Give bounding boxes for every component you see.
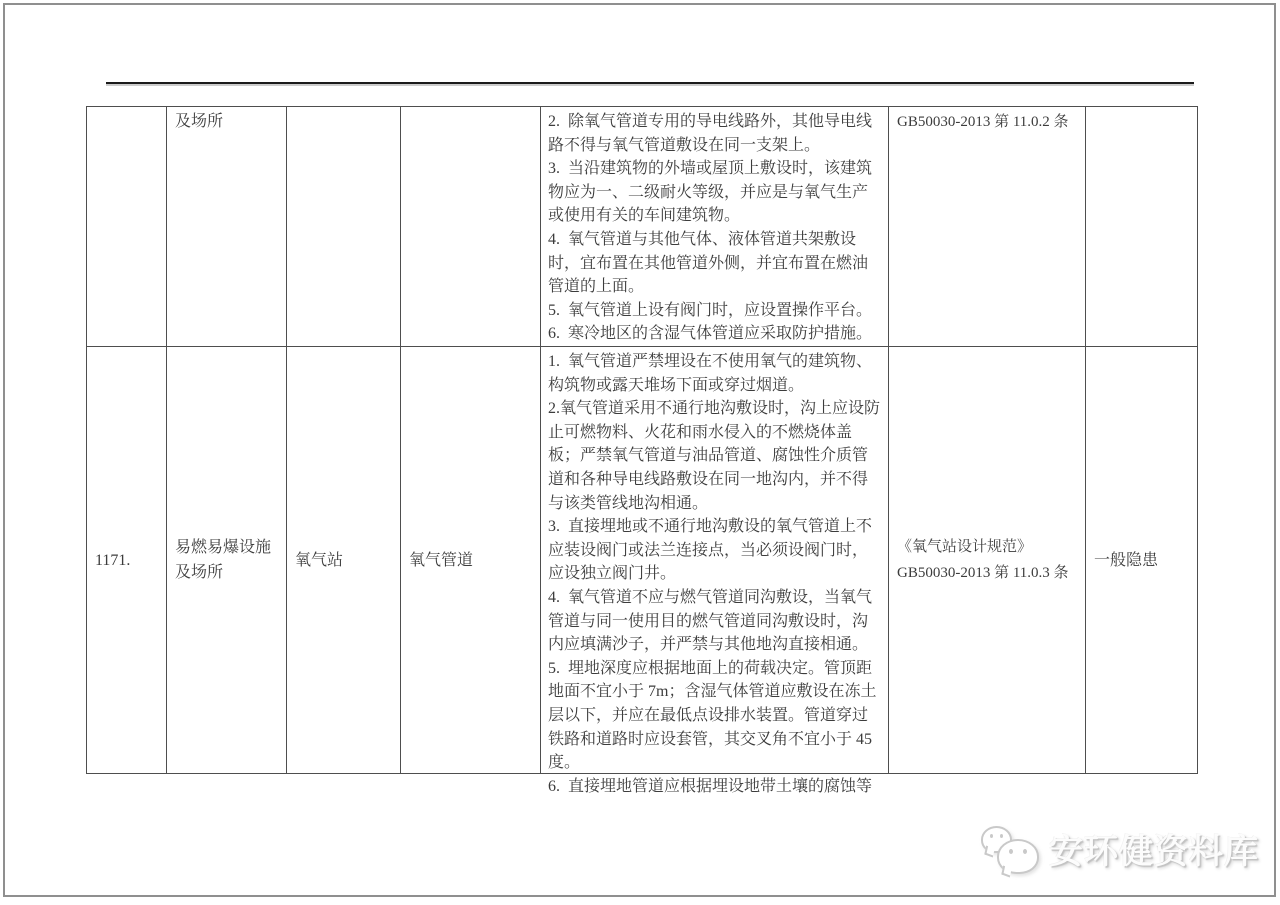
requirements-cell	[541, 347, 889, 795]
part-label: 氧气管道	[409, 551, 474, 569]
reference-cell	[889, 347, 1086, 774]
watermark	[975, 816, 1259, 880]
serial-number-cell	[87, 347, 167, 774]
header-divider-rule	[106, 82, 1194, 84]
wechat-bubble-small-tail	[984, 846, 994, 858]
station-label	[287, 225, 400, 228]
requirements-text: 2. 除氧气管道专用的导电线路外，其他导电线路不得与氧气管道敷设在同一支架上。 3. 当沿建筑物的外墙或屋顶上敷设时，该建筑物应为一、二级耐火等级，并应是与氧气生产或使用有关的车间建筑物。 4. 氧气管道与其他气体、液体管道共架敷设时，宜布置在其他管道外侧，并宜布置在燃油管道的上面。 5. 氧气管道上设有阀门时，应设置操作平台。 6. 寒冷地区的含湿气体管道应采取防护措施。	[548, 113, 873, 343]
table-row-continuation	[87, 107, 1198, 347]
wechat-bubble-big-tail	[1001, 866, 1011, 878]
hazard-checklist-table	[86, 106, 1198, 795]
reference-cell	[889, 107, 1086, 347]
status-label: 一般隐患	[1094, 551, 1159, 569]
status-cell	[1086, 107, 1198, 347]
requirements-text: 1. 氧气管道严禁埋设在不使用氧气的建筑物、构筑物或露天堆场下面或穿过烟道。 2.氧气管道采用不通行地沟敷设时，沟上应设防止可燃物料、火花和雨水侵入的不燃烧体盖板；严禁氧气管道与油品管道、腐蚀性介质管道和各种导电线路敷设在同一地沟内，并不得与该类管线地沟相通。 3. 直接埋地或不通行地沟敷设的氧气管道上不应装设阀门或法兰连接点，当必须设阀门时，应设独立阀门井。 4. 氧气管道不应与燃气管道同沟敷设，当氧气管道与同一使用目的燃气管道同沟敷设时，沟内应填满沙子，并严禁与其他地沟直接相通。 5. 埋地深度应根据地面上的荷载决定。管顶距地面不宜小于 7m；含湿气体管道应敷设在冻土层以下，并应在最低点设排水装置。管道穿过铁路和道路时应设套管，其交叉角不宜小于 45 度。 6. 直接埋地管道应根据埋设地带土壤的腐蚀等	[548, 353, 881, 795]
serial-number	[87, 225, 166, 228]
table-row-1171	[87, 347, 1198, 774]
station-cell	[287, 107, 401, 347]
serial-number-cell	[87, 107, 167, 347]
watermark-text: 安环健资料库	[1049, 832, 1259, 871]
reference-text: 《氧气站设计规范》 GB50030-2013 第 11.0.3 条	[897, 539, 1069, 581]
serial-number: 1171.	[95, 551, 131, 569]
category-cell	[167, 107, 287, 347]
part-cell	[401, 107, 541, 347]
requirements-cell	[541, 107, 889, 347]
wechat-icon	[975, 820, 1039, 876]
station-cell	[287, 347, 401, 774]
station-label: 氧气站	[295, 551, 344, 569]
status-cell	[1086, 347, 1198, 774]
reference-text: GB50030-2013 第 11.0.2 条	[897, 114, 1069, 130]
category-cell	[167, 347, 287, 774]
category-label: 及场所	[175, 113, 224, 130]
part-cell	[401, 347, 541, 774]
category-label: 易燃易爆设施及场所	[175, 539, 272, 581]
part-label	[401, 225, 540, 228]
